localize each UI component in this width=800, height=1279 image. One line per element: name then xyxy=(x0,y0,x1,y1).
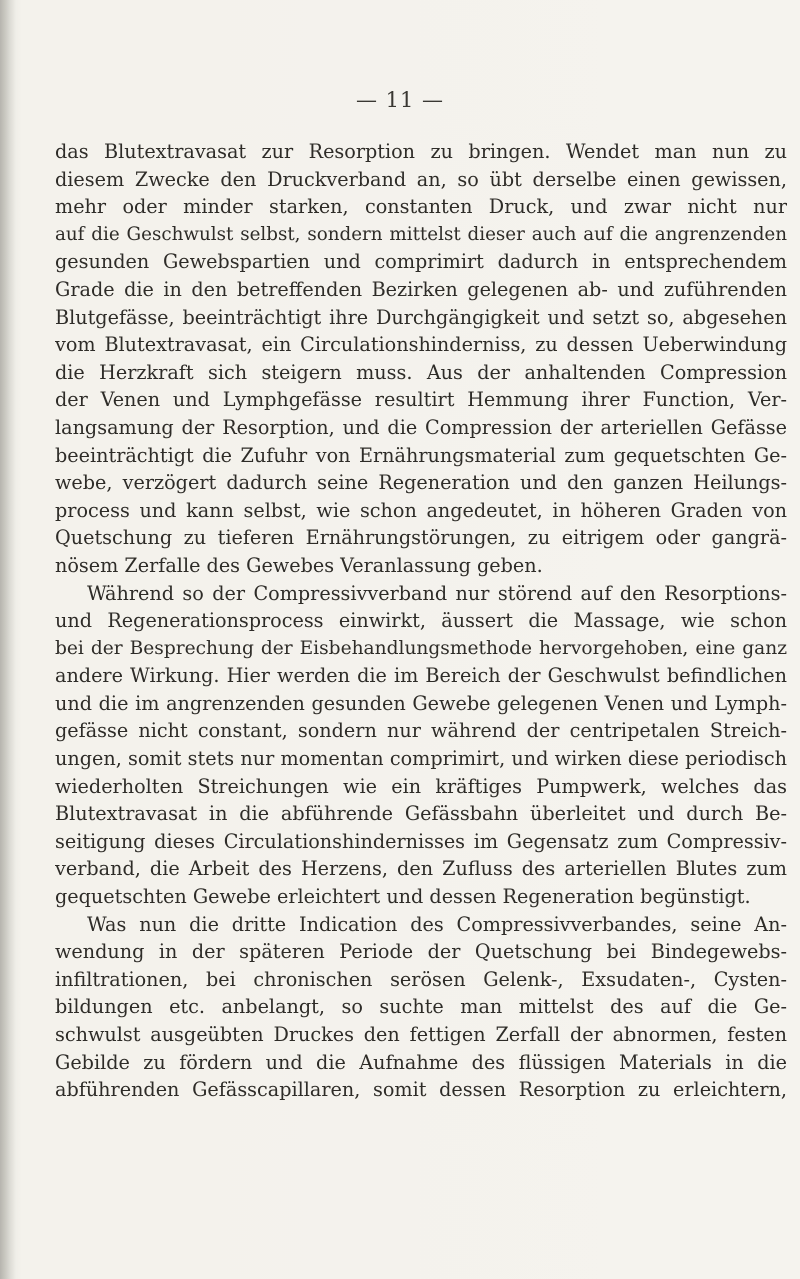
body-text xyxy=(55,138,787,1104)
text-line: Was nun die dritte Indication des Compressivverbandes, seine An- xyxy=(87,912,787,936)
page-number: — 11 — xyxy=(355,88,445,112)
text-line: die Herzkraft sich steigern muss. Aus der anhaltenden Compression xyxy=(55,360,787,384)
text-line: verband, die Arbeit des Herzens, den Zufluss des arteriellen Blutes zum xyxy=(55,857,787,881)
text-line: gefässe nicht constant, sondern nur während der centripetalen Streich- xyxy=(55,719,787,743)
text-line: gequetschten Gewebe erleichtert und dessen Regeneration begünstigt. xyxy=(55,885,751,909)
text-line: langsamung der Resorption, und die Compression der arteriellen Gefässe xyxy=(55,415,787,439)
text-line: ungen, somit stets nur momentan comprimirt, und wirken diese periodisch xyxy=(55,747,787,771)
text-line: vom Blutextravasat, ein Circulationshinderniss, zu dessen Ueberwindung xyxy=(55,333,787,357)
text-line: bildungen etc. anbelangt, so suchte man mittelst des auf die Ge- xyxy=(55,995,787,1019)
text-line: Blutextravasat in die abführende Gefässbahn überleitet und durch Be- xyxy=(55,802,787,826)
text-line: abführenden Gefässcapillaren, somit dessen Resorption zu erleichtern, xyxy=(55,1078,787,1102)
text-line: Blutgefässe, beeinträchtigt ihre Durchgängigkeit und setzt so, abgesehen xyxy=(55,305,787,329)
text-line: Grade die in den betreffenden Bezirken gelegenen ab- und zuführenden xyxy=(55,277,787,301)
text-line: webe, verzögert dadurch seine Regeneration und den ganzen Heilungs- xyxy=(55,471,787,495)
text-line: seitigung dieses Circulationshindernisses im Gegensatz zum Compressiv- xyxy=(55,829,787,853)
text-line: schwulst ausgeübten Druckes den fettigen Zerfall der abnormen, festen xyxy=(55,1023,787,1046)
text-line: bei der Besprechung der Eisbehandlungsmethode hervorgehoben, eine ganz xyxy=(55,637,787,659)
text-line: nösem Zerfalle des Gewebes Veranlassung geben. xyxy=(55,553,543,577)
text-line: gesunden Gewebspartien und comprimirt dadurch in entsprechendem xyxy=(55,250,787,274)
text-line: andere Wirkung. Hier werden die im Bereich der Geschwulst befindlichen xyxy=(55,664,787,688)
text-line: Während so der Compressivverband nur störend auf den Resorptions- xyxy=(87,581,787,605)
text-line: der Venen und Lymphgefässe resultirt Hemmung ihrer Function, Ver- xyxy=(55,388,787,412)
text-line: mehr oder minder starken, constanten Druck, und zwar nicht nur xyxy=(55,195,787,219)
text-line: wiederholten Streichungen wie ein kräftiges Pumpwerk, welches das xyxy=(55,774,787,798)
text-line: Quetschung zu tieferen Ernährungstörungen, zu eitrigem oder gangrä- xyxy=(55,526,787,550)
text-line: process und kann selbst, wie schon angedeutet, in höheren Graden von xyxy=(55,498,787,522)
binding-shadow xyxy=(0,0,16,1279)
text-line: beeinträchtigt die Zufuhr von Ernährungsmaterial zum gequetschten Ge- xyxy=(55,443,787,467)
text-line: diesem Zwecke den Druckverband an, so übt derselbe einen gewissen, xyxy=(55,167,787,191)
text-line: und die im angrenzenden gesunden Gewebe gelegenen Venen und Lymph- xyxy=(55,691,787,715)
text-line: wendung in der späteren Periode der Quetschung bei Bindegewebs- xyxy=(55,940,787,964)
text-line: das Blutextravasat zur Resorption zu bringen. Wendet man nun zu xyxy=(55,140,787,163)
text-line: infiltrationen, bei chronischen serösen Gelenk-, Exsudaten-, Cysten- xyxy=(55,967,787,991)
text-line: Gebilde zu fördern und die Aufnahme des flüssigen Materials in die xyxy=(55,1050,787,1074)
text-line: und Regenerationsprocess einwirkt, äussert die Massage, wie schon xyxy=(55,609,787,633)
text-line: auf die Geschwulst selbst, sondern mittelst dieser auch auf die angrenzenden xyxy=(55,223,787,245)
